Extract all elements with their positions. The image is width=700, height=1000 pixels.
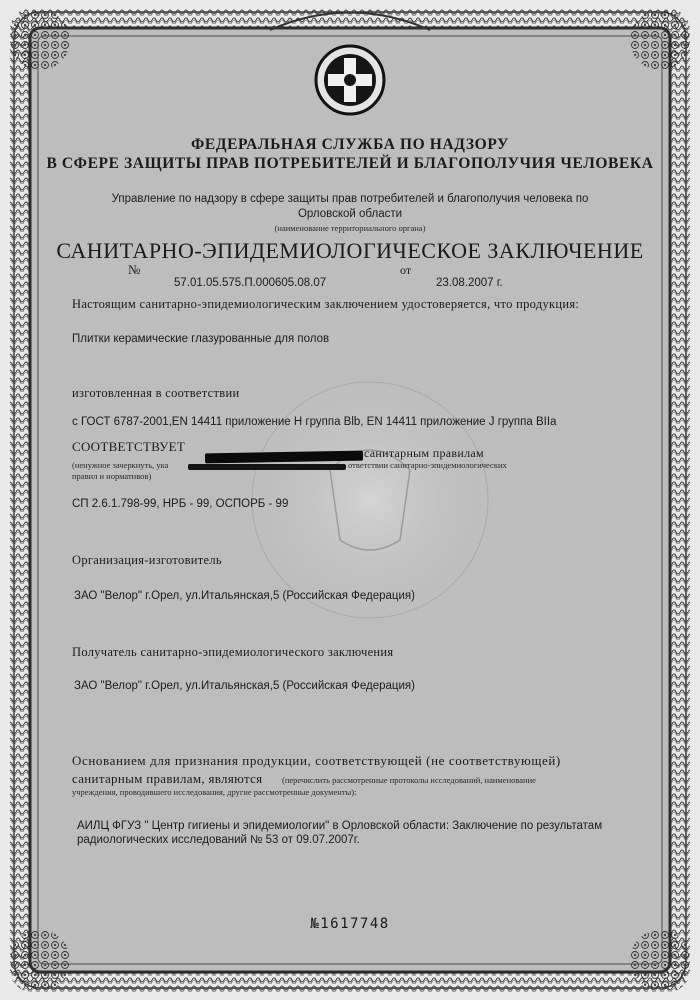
department-line-1: Управление по надзору в сфере защиты прав потребителей и благополучия человека по: [111, 193, 589, 205]
recipient-value: ЗАО "Велор" г.Орел, ул.Итальянская,5 (Российская Федерация): [74, 680, 415, 692]
serial-number: №1617748: [310, 916, 390, 932]
certificate-date: 23.08.2007 г.: [436, 277, 503, 289]
emblem-icon: [316, 46, 384, 114]
basis-text-line-1: АИЛЦ ФГУЗ " Центр гигиены и эпидемиологии" в Орловской области: Заключение по результатам: [77, 820, 603, 832]
conformity-note-start: (ненужное зачеркнуть, ука: [72, 460, 169, 470]
certify-text: Настоящим санитарно-эпидемиологическим заключением удостоверяется, что продукция:: [72, 297, 580, 311]
conformity-note-line-2: правил и нормативов): [72, 471, 152, 481]
recipient-label: Получатель санитарно-эпидемиологического заключения: [72, 645, 394, 659]
number-label: №: [128, 262, 141, 277]
basis-line-2: санитарным правилам, являются: [72, 771, 263, 786]
standards-text: с ГОСТ 6787-2001,EN 14411 приложение Н группа Blb, EN 14411 приложение J группа BIIa: [72, 416, 557, 428]
date-label: от: [400, 263, 412, 277]
basis-line-1: Основанием для признания продукции, соответствующей (не соответствующей): [72, 753, 561, 768]
certificate-number: 57.01.05.575.П.000605.08.07: [174, 277, 327, 289]
manufacturer-value: ЗАО "Велор" г.Орел, ул.Итальянская,5 (Российская Федерация): [74, 590, 415, 602]
conformity-status: СООТВЕТСТВУЕТ: [72, 439, 186, 454]
basis-note-2: учреждения, проводившего исследования, другие рассмотренные документы):: [72, 787, 357, 797]
redaction-bar: [188, 464, 346, 470]
basis-note-1: (перечислить рассмотренные протоколы исследований, наименование: [282, 775, 536, 785]
agency-line-1: ФЕДЕРАЛЬНАЯ СЛУЖБА ПО НАДЗОРУ: [191, 136, 509, 153]
manufacturer-label: Организация-изготовитель: [72, 553, 222, 567]
document-title: САНИТАРНО-ЭПИДЕМИОЛОГИЧЕСКОЕ ЗАКЛЮЧЕНИЕ: [56, 238, 644, 263]
department-line-2: Орловской области: [297, 208, 403, 220]
department-caption: (наименование территориального органа): [274, 223, 426, 233]
conformity-note-end: ответствии санитарно-эпидемиологических: [348, 460, 507, 470]
conformity-rules: санитарным правилам: [364, 446, 484, 460]
agency-line-2: В СФЕРЕ ЗАЩИТЫ ПРАВ ПОТРЕБИТЕЛЕЙ И БЛАГОПОЛУЧИЯ ЧЕЛОВЕКА: [46, 155, 654, 172]
product-name: Плитки керамические глазурованные для полов: [72, 333, 330, 345]
sanitary-rules: СП 2.6.1.798-99, НРБ - 99, ОСПОРБ - 99: [72, 498, 289, 510]
manufactured-label: изготовленная в соответствии: [72, 386, 240, 400]
basis-text-line-2: радиологических исследований № 53 от 09.07.2007г.: [77, 834, 360, 846]
